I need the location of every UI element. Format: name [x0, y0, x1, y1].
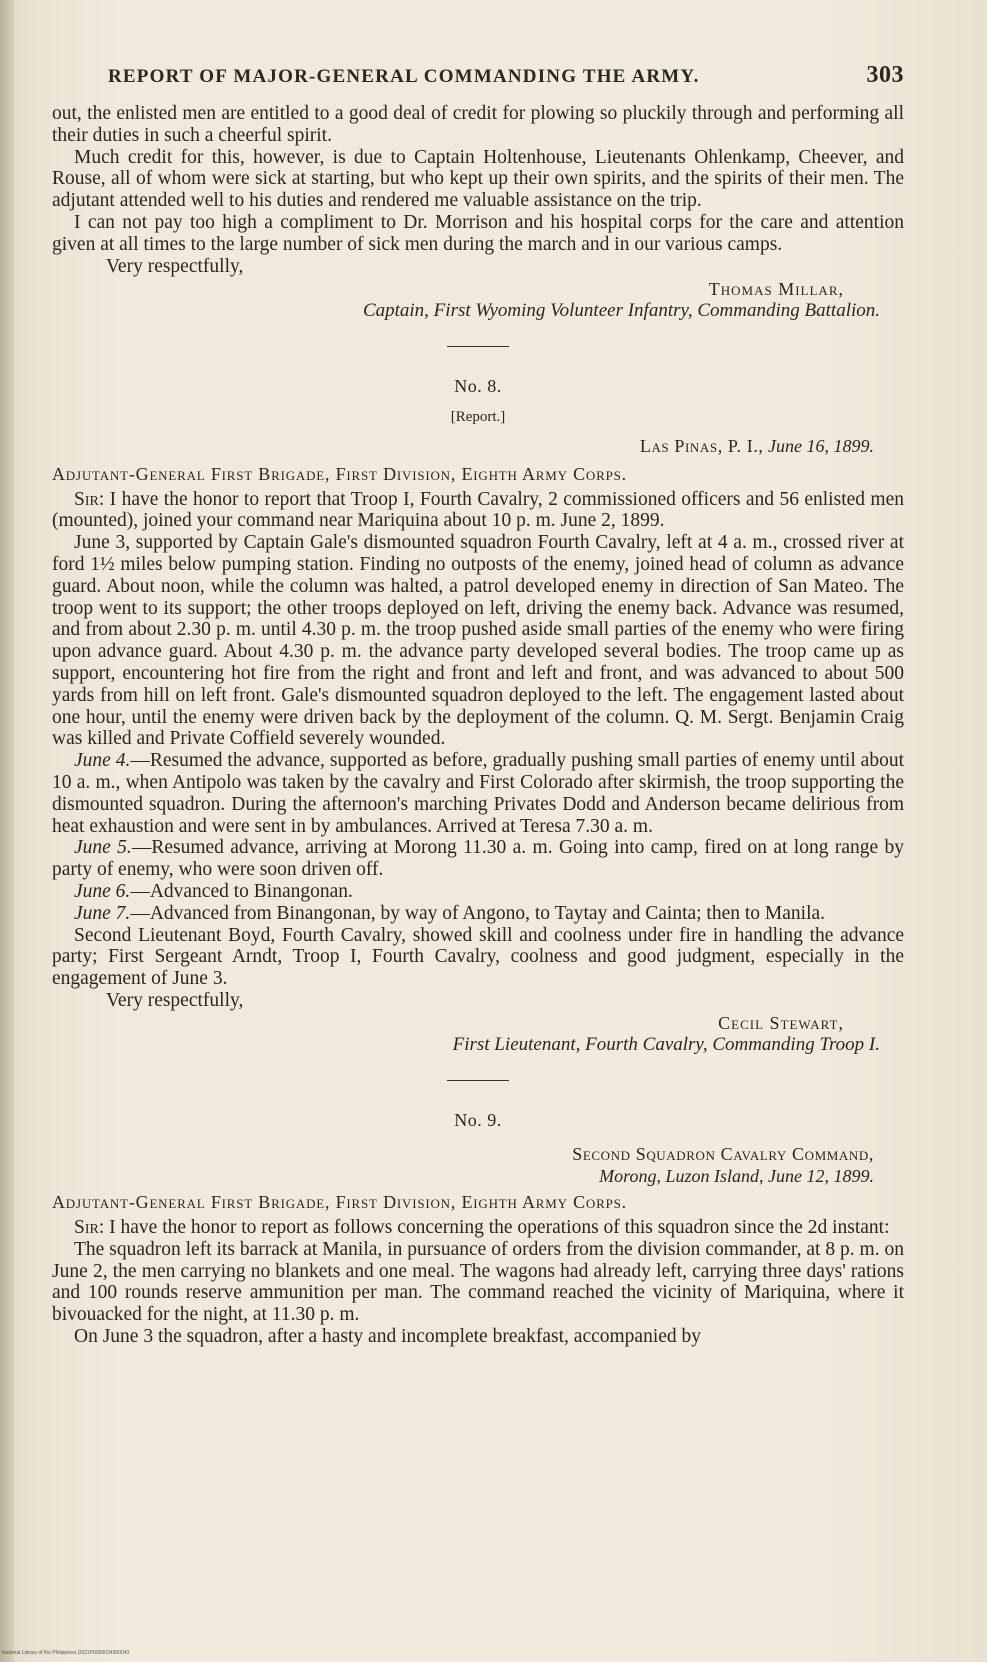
paragraph-text: I have the honor to report that Troop I, Fourth Cavalry, 2 commissioned officers and 56 enlisted men (mounted), joined your command near Mariquina about 10 p. m. June 2, 1899.	[52, 488, 904, 532]
entry-date: June 5.	[74, 837, 132, 859]
closing: Very respectfully,	[106, 255, 244, 277]
paragraph	[52, 489, 904, 533]
running-head	[108, 62, 904, 89]
entry-date: June 7.	[74, 902, 131, 924]
salutation: Sir:	[74, 488, 105, 510]
addressee: Adjutant-General First Brigade, First Division, Eighth Army Corps.	[52, 463, 627, 484]
closing: Very respectfully,	[106, 989, 244, 1011]
dated-entry	[52, 837, 904, 881]
document-number: No. 8.	[454, 375, 502, 396]
signature-title: Captain, First Wyoming Volunteer Infantry, Commanding Battalion.	[362, 299, 880, 321]
paragraph: Much credit for this, however, is due to Captain Holtenhouse, Lieutenants Ohlenkamp, Cheever, and Rouse, all of whom were sick at starting, but who kept up their own spirits, and the spirits of their men. The adjutant attended well to his duties and rendered me valuable assistance on the trip.	[52, 146, 904, 212]
dated-entry	[52, 903, 904, 925]
dated-entry	[52, 750, 904, 837]
place-date	[52, 435, 874, 457]
signature-name: Cecil Stewart,	[718, 1012, 844, 1033]
command-heading	[52, 1143, 874, 1165]
section-divider	[447, 346, 509, 347]
place-date-text: Morong, Luzon Island, June 12, 1899.	[599, 1165, 874, 1186]
signature-name: Thomas Millar,	[708, 278, 844, 299]
salutation: Sir:	[74, 1216, 105, 1238]
paragraph: I can not pay too high a compliment to Dr. Morrison and his hospital corps for the care and attention given at all times to the large number of sick men during the march and in our various camps.	[52, 211, 904, 255]
entry-date: June 4.	[74, 750, 131, 772]
paragraph: Second Lieutenant Boyd, Fourth Cavalry, showed skill and coolness under fire in handling the advance party; First Sergeant Arndt, Troop I, Fourth Cavalry, coolness and good judgment, especially in the engagement of June 3.	[52, 924, 904, 990]
entry-text: —Resumed advance, arriving at Morong 11.30 a. m. Going into camp, fired on at long range by party of enemy, who were soon driven off.	[52, 837, 905, 881]
running-head-title: REPORT OF MAJOR-GENERAL COMMANDING THE ARMY.	[108, 66, 700, 87]
scan-footer: National Library of the Philippines D021P0000034300043	[2, 1650, 130, 1656]
entry-text: —Advanced to Binangonan.	[130, 880, 353, 902]
paragraph: On June 3 the squadron, after a hasty and incomplete breakfast, accompanied by	[74, 1325, 702, 1347]
page-content	[52, 62, 904, 1348]
place-date	[52, 1165, 874, 1187]
heading: Second Squadron Cavalry Command,	[572, 1143, 874, 1164]
document-note: [Report.]	[450, 408, 506, 425]
document-number: No. 9.	[454, 1109, 502, 1130]
paragraph-text: I have the honor to report as follows concerning the operations of this squadron since the 2d instant:	[104, 1216, 890, 1238]
book-spine-shadow	[0, 0, 14, 1662]
entry-text: —Advanced from Binangonan, by way of Angono, to Taytay and Cainta; then to Manila.	[130, 902, 826, 924]
paragraph: June 3, supported by Captain Gale's dismounted squadron Fourth Cavalry, left at 4 a. m., crossed river at ford 1½ miles below pumping station. Finding no outposts of the enemy, joined head of column as advance guard. About noon, while the column was halted, a patrol developed enemy in direction of San Mateo. The troop went to its support; the other troops deployed on left, driving the enemy back. Advance was resumed, and from about 2.30 p. m. until 4.30 p. m. the troop pushed aside small parties of the enemy who were firing upon advance guard. About 4.30 p. m. the advance party developed several bodies. The troop came up as support, encountering hot fire from the right and front and left and front, and was advanced to about 500 yards from hill on left front. Gale's dismounted squadron deployed to the left. The engagement lasted about one hour, until the enemy were driven back by the deployment of the column. Q. M. Sergt. Benjamin Craig was killed and Private Coffield severely wounded.	[52, 532, 904, 750]
date: June 16, 1899.	[768, 435, 874, 456]
paragraph: out, the enlisted men are entitled to a good deal of credit for plowing so pluckily through and performing all their duties in such a cheerful spirit.	[52, 103, 904, 146]
place: Las Pinas, P. I.,	[639, 435, 764, 456]
paragraph: The squadron left its barrack at Manila, in pursuance of orders from the division commander, at 8 p. m. on June 2, the men carrying no blankets and one meal. The wagons had already left, carrying three days' rations and 100 rounds reserve ammunition per man. The command reached the vicinity of Mariquina, where it bivouacked for the night, at 11.30 p. m.	[52, 1238, 904, 1326]
entry-text: —Resumed the advance, supported as before, gradually pushing small parties of enemy until about 10 a. m., when Antipolo was taken by the cavalry and First Colorado after skirmish, the troop supporting the dismounted squadron. During the afternoon's marching Privates Dodd and Anderson became delirious from heat exhaustion and were sent in by ambulances. Arrived at Teresa 7.30 a. m.	[52, 750, 905, 837]
section-divider	[447, 1080, 509, 1081]
paragraph	[52, 1217, 904, 1239]
dated-entry	[52, 881, 904, 903]
entry-date: June 6.	[74, 880, 131, 902]
addressee: Adjutant-General First Brigade, First Division, Eighth Army Corps.	[52, 1191, 627, 1212]
signature-title: First Lieutenant, Fourth Cavalry, Commanding Troop I.	[452, 1033, 880, 1055]
page-number: 303	[866, 62, 904, 88]
